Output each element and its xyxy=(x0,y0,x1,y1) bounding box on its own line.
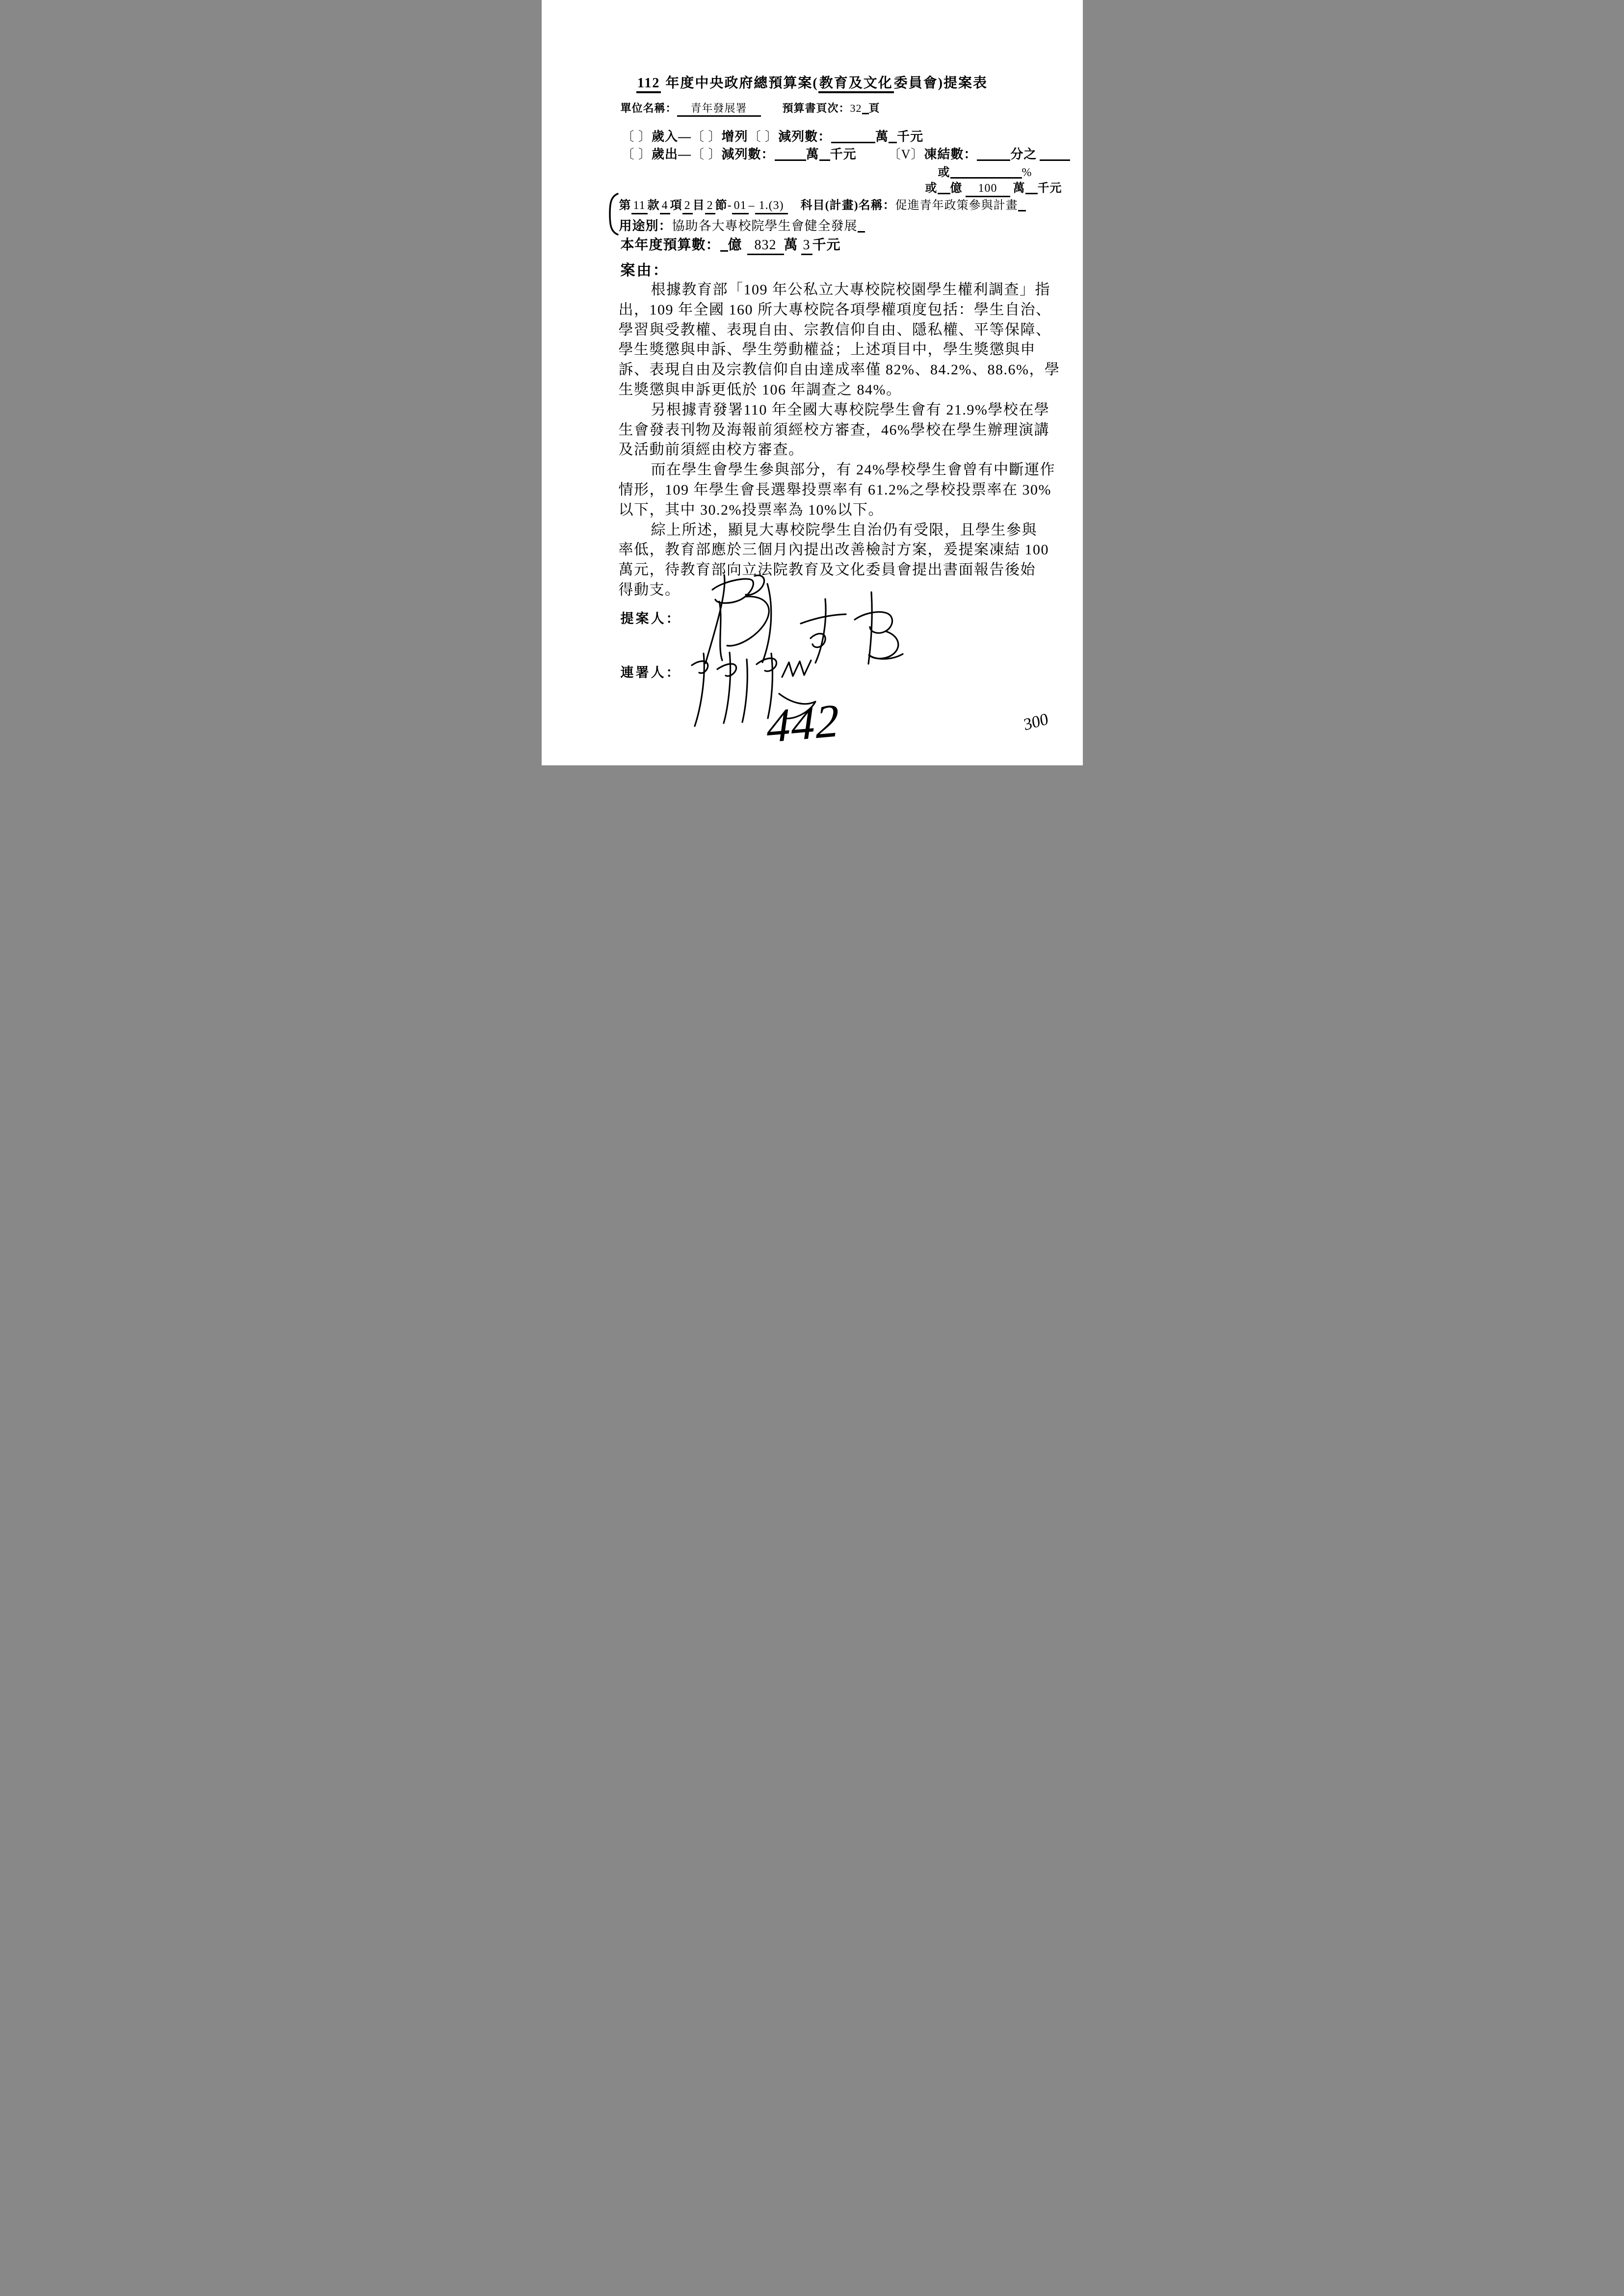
item-code-1: 01 xyxy=(732,199,749,214)
blank-underline xyxy=(819,149,830,161)
revenue-row xyxy=(622,127,924,145)
expenditure-cut-checkbox: 〔 〕 xyxy=(691,147,722,161)
group-bracket xyxy=(606,192,619,236)
freeze-checkbox-checked: 〔V〕 xyxy=(888,147,924,161)
cut-checkbox: 〔 〕 xyxy=(748,130,779,144)
mu-number: 2 xyxy=(682,199,693,214)
or-label: 或 xyxy=(925,182,938,195)
wan-unit: 萬 xyxy=(1013,182,1025,195)
body-line: 以下，其中 30.2%投票率為 10%以下。 xyxy=(618,501,884,518)
qian-yuan-unit: 千元 xyxy=(812,237,841,253)
blank-underline xyxy=(889,131,897,143)
body-line: 得動支。 xyxy=(618,581,681,598)
wan-unit: 萬 xyxy=(784,237,798,253)
blank-underline xyxy=(720,238,728,252)
blank-underline xyxy=(858,220,865,233)
qian-yuan-unit: 千元 xyxy=(1037,182,1062,195)
item-label-xiang: 項 xyxy=(670,199,682,212)
handwritten-number-center: 442 xyxy=(763,693,844,753)
budget-book-page-label: 預算書頁次： xyxy=(782,102,850,114)
annual-budget-label: 本年度預算數： xyxy=(620,237,720,253)
blank-underline xyxy=(938,183,950,194)
usage-row xyxy=(619,216,865,234)
body-line: 訴、表現自由及宗教信仰自由達成率僅 82%、84.2%、88.6%，學 xyxy=(618,362,1060,378)
item-label-kuan: 款 xyxy=(647,199,660,212)
blank-underline xyxy=(775,149,806,161)
blank-underline xyxy=(862,104,869,114)
body-line: 而在學生會學生參與部分，有 24%學校學生會曾有中斷運作 xyxy=(651,462,1055,478)
wan-unit: 萬 xyxy=(875,130,889,144)
freeze-alt-amount-row xyxy=(925,178,1062,195)
body-line: 生獎懲與申訴更低於 106 年調查之 84%。 xyxy=(618,381,902,398)
title-committee: 教育及文化 xyxy=(818,76,894,93)
page-unit-label: 頁 xyxy=(868,102,880,114)
or-label: 或 xyxy=(938,166,950,179)
blank-underline xyxy=(950,167,1022,179)
freeze-alt-percent-row xyxy=(938,162,1032,180)
revenue-label: 歲入 xyxy=(652,130,679,144)
expenditure-label: 歲出 xyxy=(652,147,679,161)
budget-wan-value: 832 xyxy=(747,237,784,255)
qian-yuan-unit: 千元 xyxy=(897,130,924,144)
item-separator: - xyxy=(727,199,732,212)
body-line: 萬元，待教育部向立法院教育及文化委員會提出書面報告後始 xyxy=(618,562,1036,578)
item-label-mu: 目 xyxy=(692,199,705,212)
expenditure-cut-label: 減列數： xyxy=(721,147,775,161)
unit-name-row xyxy=(621,100,880,115)
blank-underline xyxy=(831,131,875,143)
body-line: 根據教育部「109 年公私立大專校院校園學生權利調查」指 xyxy=(651,282,1050,298)
body-line: 綜上所述，顯見大專校院學生自治仍有受限，且學生參與 xyxy=(651,522,1037,538)
subject-name-value: 促進青年政策參與計畫 xyxy=(895,199,1018,212)
add-checkbox: 〔 〕 xyxy=(691,130,722,144)
blank-underline xyxy=(977,149,1010,161)
handwritten-number-corner: 300 xyxy=(1022,709,1049,734)
budget-qian-value: 3 xyxy=(801,237,812,255)
budget-item-row xyxy=(619,195,1026,212)
body-line: 生會發表刊物及海報前須經校方審查，46%學校在學生辦理演講 xyxy=(618,421,1049,438)
blank-underline xyxy=(1018,200,1026,211)
body-line: 及活動前須經由校方審查。 xyxy=(618,442,804,458)
budget-book-page-value: 32 xyxy=(850,102,862,114)
freeze-amount-label: 凍結數： xyxy=(924,147,977,161)
body-line: 另根據青發署110 年全國大專校院學生會有 21.9%學校在學 xyxy=(651,401,1050,418)
item-label-jie: 節 xyxy=(715,199,728,212)
cut-amount-label: 減列數： xyxy=(778,130,832,144)
unit-name-label: 單位名稱： xyxy=(620,102,677,114)
body-line: 情形，109 年學生會長選舉投票率有 61.2%之學校投票率在 30% xyxy=(618,481,1051,498)
expenditure-checkbox: 〔 〕 xyxy=(621,147,652,161)
title-text-right: 委員會)提案表 xyxy=(893,76,988,91)
annual-budget-row xyxy=(621,234,841,254)
revenue-dash: — xyxy=(678,130,692,144)
case-body-text xyxy=(619,280,1060,600)
unit-name-value: 青年發展署 xyxy=(677,102,761,117)
title-year: 112 xyxy=(636,76,661,93)
body-line: 出，109 年全國 160 所大專校院各項學權項度包括：學生自治、 xyxy=(618,301,1051,318)
document-title xyxy=(542,72,1083,92)
item-code-2: 1.(3) xyxy=(755,199,788,214)
expenditure-dash: — xyxy=(678,147,692,161)
body-line: 學習與受教權、表現自由、宗教信仰自由、隱私權、平等保障、 xyxy=(618,321,1051,338)
jie-number: 2 xyxy=(705,199,715,214)
usage-value: 協助各大專校院學生會健全發展 xyxy=(672,219,858,233)
revenue-checkbox: 〔 〕 xyxy=(621,130,652,144)
blank-underline xyxy=(1025,183,1038,194)
usage-label: 用途別： xyxy=(619,219,672,233)
fraction-label: 分之 xyxy=(1010,147,1037,161)
scanned-proposal-form-page xyxy=(542,0,1083,765)
xiang-number: 4 xyxy=(660,199,670,214)
body-line: 學生獎懲與申訴、學生勞動權益；上述項目中，學生獎懲與申 xyxy=(618,341,1036,358)
qian-yuan-unit: 千元 xyxy=(830,147,857,161)
yi-unit: 億 xyxy=(950,182,963,195)
wan-unit: 萬 xyxy=(806,147,819,161)
percent-sign: % xyxy=(1022,166,1032,179)
title-text-left: 年度中央政府總預算案( xyxy=(661,76,818,91)
item-separator-2: – xyxy=(748,199,755,212)
cosigner-label: 連署人： xyxy=(620,665,681,680)
body-line: 率低，教育部應於三個月內提出改善檢討方案，爰提案凍結 100 xyxy=(618,542,1049,558)
blank-underline xyxy=(1040,149,1070,161)
freeze-amount-value: 100 xyxy=(966,182,1010,197)
subject-name-label: 科目(計畫)名稱： xyxy=(800,199,895,212)
add-label: 增列 xyxy=(721,130,748,144)
expenditure-row xyxy=(622,144,1071,162)
kuan-number: 11 xyxy=(631,199,648,214)
proposer-label: 提案人： xyxy=(620,611,681,626)
item-label-di: 第 xyxy=(619,199,631,212)
yi-unit: 億 xyxy=(728,237,742,253)
case-section-label: 案由： xyxy=(620,262,669,279)
